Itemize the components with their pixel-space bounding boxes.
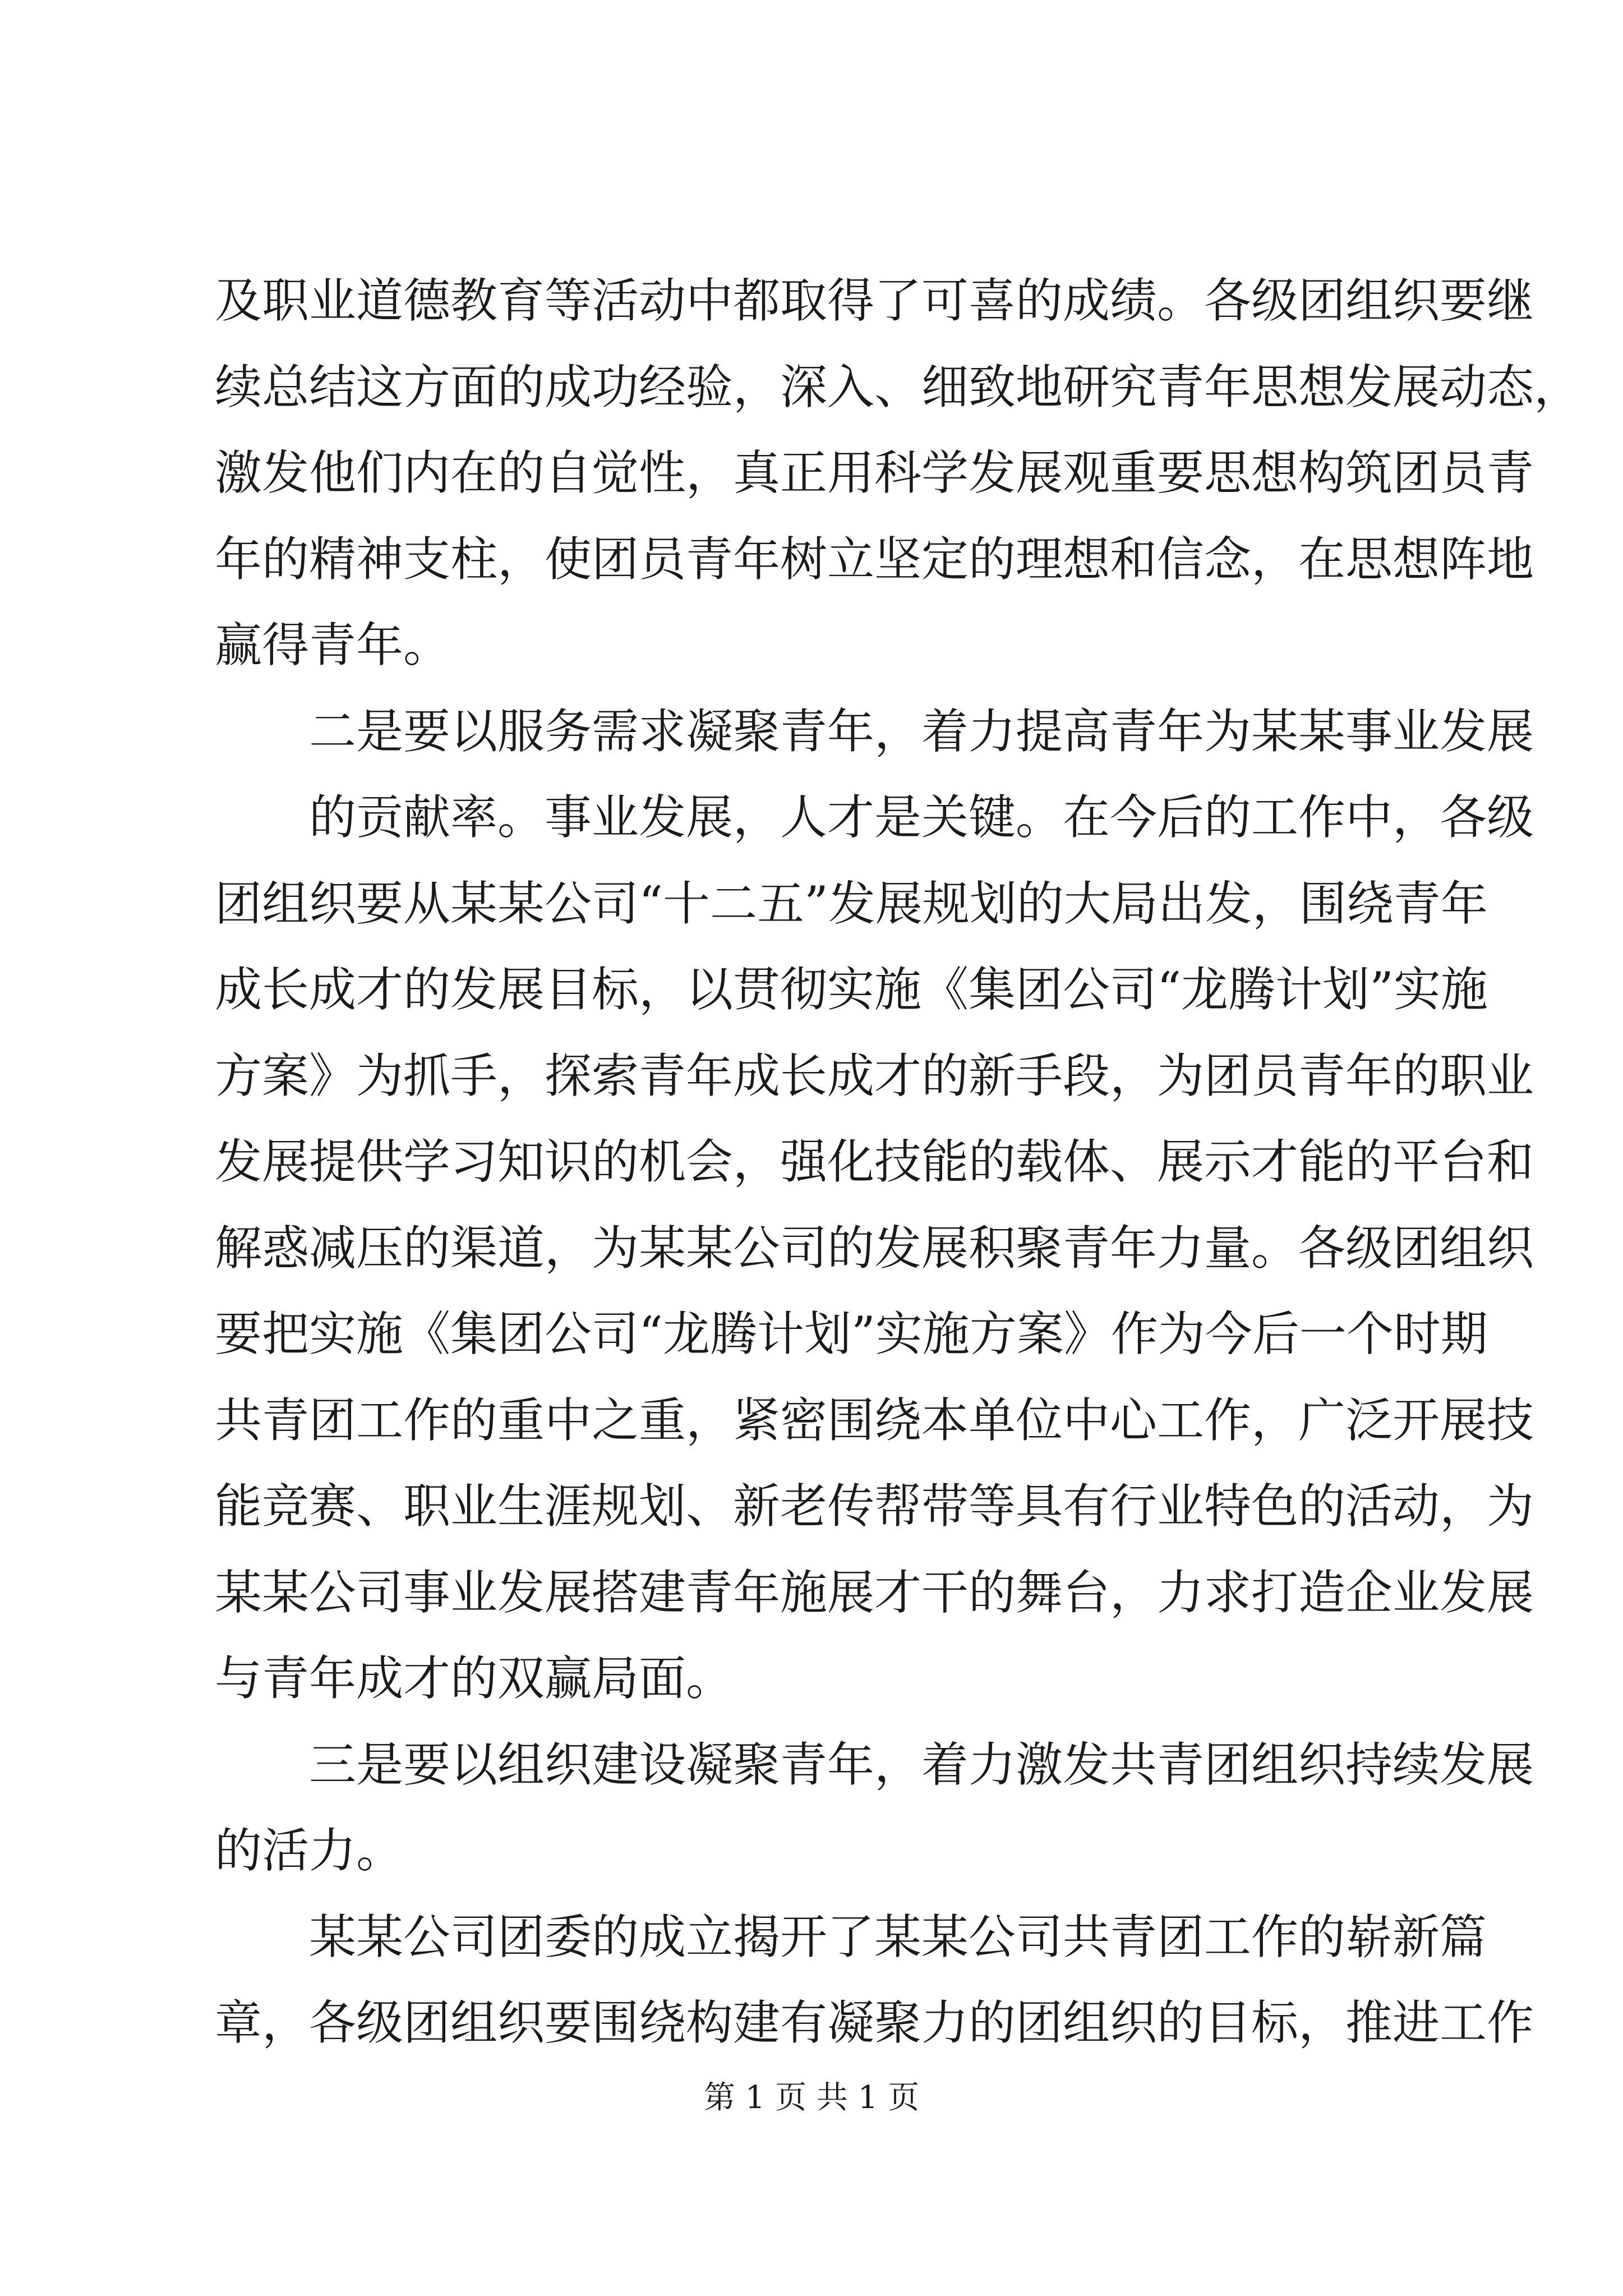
text-line: 能竞赛、职业生涯规划、新老传帮带等具有行业特色的活动，为 [215, 1479, 1534, 1534]
text-line: 激发他们内在的自觉性，真正用科学发展观重要思想构筑团员青 [215, 445, 1534, 500]
text-line: 要把实施《集团公司“龙腾计划”实施方案》作为今后一个时期 [215, 1306, 1488, 1361]
text-line: 某某公司团委的成立揭开了某某公司共青团工作的崭新篇 [309, 1909, 1487, 1964]
text-line: 续总结这方面的成功经验，深入、细致地研究青年思想发展动态， [215, 359, 1581, 415]
page-footer: 第 1 页 共 1 页 [703, 2079, 920, 2116]
text-line: 的贡献率。事业发展，人才是关键。在今后的工作中，各级 [309, 790, 1534, 845]
text-line: 的活力。 [215, 1823, 404, 1878]
text-line: 方案》为抓手，探索青年成长成才的新手段，为团员青年的职业 [215, 1048, 1534, 1103]
text-line: 章，各级团组织要围绕构建有凝聚力的团组织的目标，推进工作 [215, 1995, 1534, 2050]
text-line: 解惑减压的渠道，为某某公司的发展积聚青年力量。各级团组织 [215, 1220, 1534, 1276]
text-line: 年的精神支柱，使团员青年树立坚定的理想和信念，在思想阵地 [215, 531, 1534, 587]
text-line: 某某公司事业发展搭建青年施展才干的舞台，力求打造企业发展 [215, 1565, 1534, 1620]
text-line: 赢得青年。 [215, 618, 451, 673]
text-line: 团组织要从某某公司“十二五”发展规划的大局出发，围绕青年 [215, 876, 1488, 931]
text-line: 共青团工作的重中之重，紧密围绕本单位中心工作，广泛开展技 [215, 1392, 1534, 1448]
text-line: 发展提供学习知识的机会，强化技能的载体、展示才能的平台和 [215, 1134, 1534, 1189]
text-line: 三是要以组织建设凝聚青年，着力激发共青团组织持续发展 [309, 1737, 1534, 1792]
text-line: 二是要以服务需求凝聚青年，着力提高青年为某某事业发展 [309, 703, 1534, 759]
text-line: 及职业道德教育等活动中都取得了可喜的成绩。各级团组织要继 [215, 273, 1534, 328]
text-line: 与青年成才的双赢局面。 [215, 1651, 734, 1706]
body-text [215, 258, 1581, 2067]
text-line: 成长成才的发展目标，以贯彻实施《集团公司“龙腾计划”实施 [215, 962, 1488, 1017]
